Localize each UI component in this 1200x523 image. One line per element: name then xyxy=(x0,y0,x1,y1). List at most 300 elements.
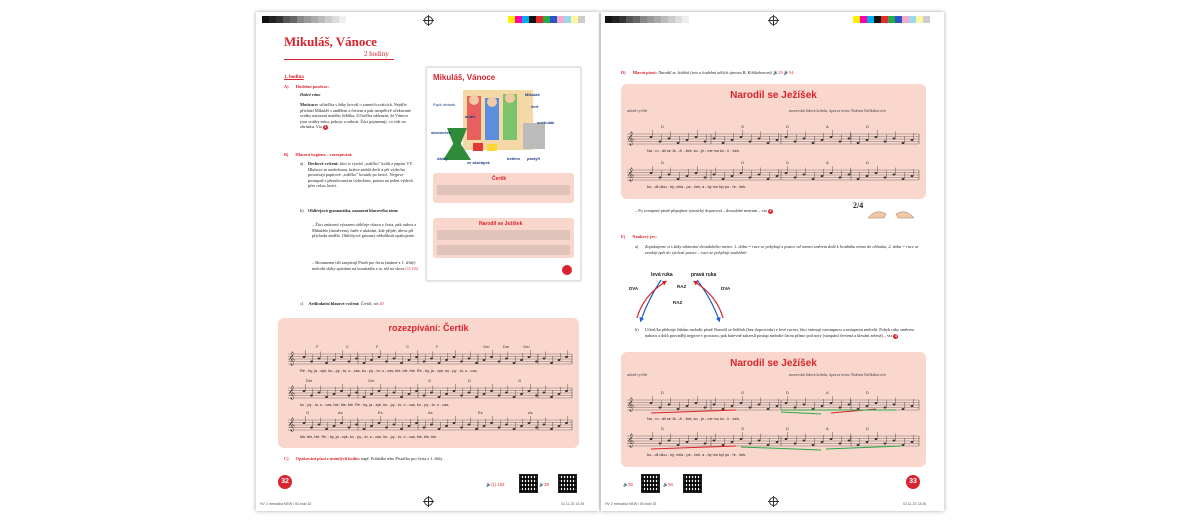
note-head xyxy=(848,138,851,140)
svg-text:sněhulák: sněhulák xyxy=(537,120,555,125)
item-ea-marker: a) xyxy=(635,244,639,249)
note-head xyxy=(438,362,441,364)
song-credit: moravská lidová koleda, úprava textu: Božena Kiříkaborová xyxy=(789,108,886,113)
note-head xyxy=(318,358,321,360)
note-head xyxy=(310,395,313,397)
note-head xyxy=(830,172,833,174)
melody-down-line xyxy=(781,412,821,414)
song-lyrics-2: bo - dil dlou - hý, chla - pe - ček, a - by mu byl po - ře - šek. xyxy=(647,185,747,189)
file-slug: HV 2 metodika NEW I 50.indd 32 xyxy=(260,502,312,506)
svg-text:D: D xyxy=(661,390,664,395)
svg-text:D: D xyxy=(661,426,664,431)
song-title: Narodil se Ježíšek xyxy=(730,90,817,101)
registration-mark-icon xyxy=(769,497,778,506)
svg-text:F: F xyxy=(436,344,439,349)
note-head xyxy=(839,407,842,409)
note-head xyxy=(333,359,336,361)
note-head xyxy=(490,356,493,358)
note-head xyxy=(875,438,878,440)
note-head xyxy=(415,390,418,392)
svg-text:D: D xyxy=(866,426,869,431)
face-gymnastics-item-1: – Žáci znázorní výrazem obličeje obavu z čerta, pak radost z Mikuláše (úsměvem), hněv z ukázání, kde příjde, úlevu při příchodu anděla. Obličejové grimasy několikrát opakujeme. xyxy=(312,222,417,239)
note-head xyxy=(848,440,851,442)
file-slug: HV 2 metodika NEW I 50.indd 33 xyxy=(605,502,657,506)
svg-text:𝄞: 𝄞 xyxy=(627,131,635,145)
svg-text:As: As xyxy=(338,410,343,415)
svg-text:Es: Es xyxy=(378,410,383,415)
item-bc: c) Artikulační hlasové cvičení: Čertík, viz 20 xyxy=(300,301,384,306)
note-head xyxy=(460,361,463,363)
note-head xyxy=(378,356,381,358)
beat-two-right: DVA xyxy=(721,286,731,291)
note-head xyxy=(839,141,842,143)
note-head xyxy=(839,443,842,445)
svg-text:D: D xyxy=(468,378,471,383)
page-title: Mikuláš, Vánoce xyxy=(284,34,377,49)
face-gymnastics-label: Obličejová gymnastika, nasazení hlavového tónu: xyxy=(308,208,399,213)
svg-text:As: As xyxy=(428,410,433,415)
rhythm-note: – Po zvoupení písně připojíme rytmický doprovod – dvoudobé metrum – viz 2 xyxy=(635,208,772,213)
qr-code-icon[interactable] xyxy=(558,474,577,493)
note-head xyxy=(884,141,887,143)
note-head xyxy=(740,402,743,404)
note-head xyxy=(731,139,734,141)
page-number-badge: 33 xyxy=(906,475,920,489)
note-head xyxy=(453,422,456,424)
note-head xyxy=(340,390,343,392)
note-head xyxy=(370,393,373,395)
note-head xyxy=(445,425,448,427)
note-head xyxy=(385,361,388,363)
song-lyrics-1: Na - ro - dil se Je - ží - šek, ko - je - me mu ko - lí - bek, xyxy=(647,149,740,153)
note-head xyxy=(475,396,478,398)
note-head xyxy=(415,422,418,424)
note-head xyxy=(408,393,411,395)
note-head xyxy=(875,172,878,174)
note-head xyxy=(767,444,770,446)
page-subtitle: 2 hodiny xyxy=(364,50,389,58)
lyrics-row-2: ko - py - to, o - cas, ble, ble, ble. Re - by, ja - zyk, ko - py - to, o - cas, ko - py - to, o - cas, xyxy=(300,403,450,407)
note-head xyxy=(893,404,896,406)
note-head xyxy=(740,136,743,138)
melody-description: Učitel/ka přehraje žákům melodii písně Narodil se Ježíšek (bez doprovodu) v levé rucezi, žáci vnímají vzestupnou a sestupnou melodii. Pohyb ruky směrem nahoru a dolů provádějí nejprve v prostoru, pak barevně zakreslí postup melodie čarou přímo pod noty (stoupání červená a klesání zelená) – viz 3 xyxy=(645,327,914,338)
note-head xyxy=(363,396,366,398)
note-head xyxy=(550,428,553,430)
note-head xyxy=(758,138,761,140)
song-tempo: mírně rychle xyxy=(627,108,648,113)
svg-text:Dm: Dm xyxy=(503,344,510,349)
note-head xyxy=(857,444,860,446)
svg-text:A: A xyxy=(826,426,829,431)
note-head xyxy=(902,408,905,410)
note-head xyxy=(333,393,336,395)
warmup-score-title: rozezpívání: Čertík xyxy=(388,323,469,333)
note-head xyxy=(505,424,508,426)
item-bb-marker: b) xyxy=(300,208,304,213)
svg-text:𝄞: 𝄞 xyxy=(627,433,635,447)
note-head xyxy=(453,390,456,392)
note-head xyxy=(866,139,869,141)
note-head xyxy=(400,396,403,398)
svg-text:Gm: Gm xyxy=(523,344,530,349)
song-staff xyxy=(621,84,926,199)
note-head xyxy=(776,175,779,177)
qr-code-icon[interactable] xyxy=(683,474,702,493)
hour-heading: 1. hodina xyxy=(284,75,304,80)
note-head xyxy=(490,390,493,392)
svg-text:Gm: Gm xyxy=(368,378,375,383)
note-head xyxy=(713,138,716,140)
svg-text:Čertík: Čertík xyxy=(492,176,507,182)
note-head xyxy=(520,393,523,395)
section-e: E) Naukový jev: xyxy=(621,234,657,239)
svg-text:D: D xyxy=(866,390,869,395)
note-head xyxy=(393,392,396,394)
note-head xyxy=(911,405,914,407)
note-head xyxy=(794,177,797,179)
note-head xyxy=(902,142,905,144)
note-head xyxy=(408,425,411,427)
figure-ref-badge: 1 xyxy=(324,125,327,130)
note-head xyxy=(749,177,752,179)
note-head xyxy=(794,407,797,409)
note-head xyxy=(794,443,797,445)
note-head xyxy=(659,443,662,445)
note-head xyxy=(363,428,366,430)
note-head xyxy=(866,175,869,177)
svg-text:stromeček: stromeček xyxy=(431,130,452,135)
warmup-staff xyxy=(278,318,579,448)
svg-text:Narodil se Ježíšek: Narodil se Ježíšek xyxy=(479,221,523,227)
note-head xyxy=(348,361,351,363)
svg-text:C: C xyxy=(406,344,409,349)
note-head xyxy=(695,136,698,138)
note-head xyxy=(893,174,896,176)
note-head xyxy=(528,356,531,358)
lyrics-row-3: ble, ble, ble. Re - by, ja - zyk, ko - py - to, o - cas, ko - py - to, o - cas, ble, ble, ble. xyxy=(300,435,438,439)
note-head xyxy=(731,175,734,177)
note-head xyxy=(668,404,671,406)
note-head xyxy=(821,441,824,443)
note-head xyxy=(848,174,851,176)
note-head xyxy=(513,428,516,430)
note-head xyxy=(430,392,433,394)
file-date: 02.11.23 13:26 xyxy=(903,502,927,506)
note-head xyxy=(677,142,680,144)
note-head xyxy=(713,440,716,442)
note-head xyxy=(550,362,553,364)
note-head xyxy=(677,444,680,446)
page-number-badge: 32 xyxy=(278,475,292,489)
color-bar xyxy=(853,16,930,23)
thumbnail-illustration xyxy=(427,68,580,280)
section-d: D) Hlavní píseň: Narodil se Ježíšek (text a hudební něčích úpravu B. Kiříkaborová) 🔊29 🔊94 xyxy=(621,70,794,75)
note-head xyxy=(884,443,887,445)
note-head xyxy=(490,422,493,424)
note-head xyxy=(438,396,441,398)
note-head xyxy=(650,402,653,404)
section-b: B) Hlasová hygiena – rozezpívání: xyxy=(284,152,353,157)
note-head xyxy=(543,424,546,426)
note-head xyxy=(902,178,905,180)
note-head xyxy=(370,359,373,361)
note-head xyxy=(528,422,531,424)
note-head xyxy=(423,361,426,363)
note-head xyxy=(565,390,568,392)
song-score-box xyxy=(621,84,926,199)
note-head xyxy=(668,138,671,140)
note-head xyxy=(543,392,546,394)
note-head xyxy=(767,178,770,180)
note-head xyxy=(565,422,568,424)
note-head xyxy=(776,405,779,407)
song2-lyrics-1: Na - ro - dil se Je - ží - šek, ko - je - me mu ko - lí - bek, xyxy=(647,417,740,421)
note-head xyxy=(875,402,878,404)
note-head xyxy=(468,392,471,394)
note-head xyxy=(430,424,433,426)
note-head xyxy=(505,358,508,360)
note-head xyxy=(686,139,689,141)
audio-track-1: 🔊(1) 102 xyxy=(486,482,505,487)
svg-text:Es: Es xyxy=(478,410,483,415)
note-head xyxy=(704,177,707,179)
svg-text:dárky: dárky xyxy=(437,156,448,161)
note-head xyxy=(543,358,546,360)
note-head xyxy=(558,425,561,427)
svg-text:G: G xyxy=(741,426,745,431)
note-head xyxy=(686,441,689,443)
section-a: A) Hudební pozdrav: xyxy=(284,84,330,89)
note-head xyxy=(565,356,568,358)
note-head xyxy=(758,404,761,406)
svg-text:𝄞: 𝄞 xyxy=(627,167,635,181)
note-head xyxy=(415,356,418,358)
qr-code-icon[interactable] xyxy=(641,474,660,493)
note-head xyxy=(483,393,486,395)
note-head xyxy=(731,441,734,443)
grayscale-bar xyxy=(262,16,346,23)
note-head xyxy=(884,177,887,179)
svg-text:D: D xyxy=(786,390,789,395)
note-head xyxy=(812,142,815,144)
beat-two-left: DVA xyxy=(629,286,639,291)
note-head xyxy=(438,428,441,430)
note-head xyxy=(668,440,671,442)
note-head xyxy=(911,139,914,141)
svg-text:A: A xyxy=(826,124,829,129)
svg-text:As: As xyxy=(528,410,533,415)
note-head xyxy=(830,136,833,138)
note-head xyxy=(505,392,508,394)
note-head xyxy=(803,440,806,442)
note-head xyxy=(318,424,321,426)
greeting: Dobré ráno xyxy=(300,92,321,97)
registration-mark-icon xyxy=(424,16,433,25)
svg-text:D: D xyxy=(786,124,789,129)
melody-down-line xyxy=(826,446,901,449)
lyrics-row-1: Re - by, ja - zyk, ko - py - to, o - cas, ko - py - to, o - cas, ble, ble, ble. Re - by, ja - zyk, ko - py - to, o - cas, xyxy=(300,369,478,373)
note-head xyxy=(722,408,725,410)
svg-text:G: G xyxy=(428,378,432,383)
note-head xyxy=(911,175,914,177)
note-head xyxy=(535,395,538,397)
note-head xyxy=(875,136,878,138)
note-head xyxy=(911,441,914,443)
note-head xyxy=(550,396,553,398)
note-head xyxy=(483,359,486,361)
time-signature: 2/4 xyxy=(853,201,864,210)
note-head xyxy=(340,356,343,358)
note-head xyxy=(650,438,653,440)
svg-text:G: G xyxy=(741,160,745,165)
note-head xyxy=(749,443,752,445)
svg-text:C: C xyxy=(346,344,349,349)
note-head xyxy=(303,390,306,392)
note-head xyxy=(821,175,824,177)
note-head xyxy=(704,141,707,143)
note-head xyxy=(355,392,358,394)
note-head xyxy=(767,142,770,144)
conducting-diagram xyxy=(619,268,739,324)
svg-text:𝄞: 𝄞 xyxy=(288,385,296,399)
note-head xyxy=(902,444,905,446)
svg-text:A: A xyxy=(826,160,829,165)
note-head xyxy=(830,438,833,440)
thumbnail-title: Mikuláš, Vánoce xyxy=(433,73,496,82)
note-head xyxy=(535,361,538,363)
svg-text:Mikuláš: Mikuláš xyxy=(525,92,540,97)
note-head xyxy=(650,172,653,174)
note-head xyxy=(355,358,358,360)
note-head xyxy=(785,136,788,138)
beat-one-lower: RAZ xyxy=(673,300,683,305)
note-head xyxy=(731,405,734,407)
note-head xyxy=(695,438,698,440)
note-head xyxy=(325,396,328,398)
svg-text:𝄞: 𝄞 xyxy=(627,397,635,411)
section-c: C) Opakování písní z minulých hodin: např. Pohádka tebo Písnička pro čerta z 1. třídy xyxy=(284,456,443,461)
note-head xyxy=(785,438,788,440)
note-head xyxy=(758,440,761,442)
note-head xyxy=(363,362,366,364)
beat-one-upper: RAZ xyxy=(677,284,687,289)
note-head xyxy=(423,427,426,429)
svg-text:G: G xyxy=(741,390,745,395)
note-head xyxy=(445,359,448,361)
note-head xyxy=(445,393,448,395)
grayscale-bar xyxy=(605,16,689,23)
note-head xyxy=(839,177,842,179)
note-head xyxy=(520,425,523,427)
note-head xyxy=(722,178,725,180)
breathing-exercise: Dechové cvičení: žáci si vyrobí „srdíčko" kvůli z papíru VV. Hluboce se nadechnou, krátce zadrží dech a při výdechu posouvají papírové „srdíčko" kousek po lavici. Nejprve postupně s přerušovaným výdechem, potom na jeden výdech přes celou lavici. xyxy=(308,161,413,189)
svg-text:G: G xyxy=(741,124,745,129)
note-head xyxy=(686,405,689,407)
note-head xyxy=(378,422,381,424)
svg-text:𝄞: 𝄞 xyxy=(288,351,296,365)
note-head xyxy=(498,361,501,363)
note-head xyxy=(460,427,463,429)
svg-text:F: F xyxy=(376,344,379,349)
note-head xyxy=(348,395,351,397)
melody-up-line xyxy=(651,446,736,449)
note-head xyxy=(893,138,896,140)
note-head xyxy=(686,175,689,177)
note-head xyxy=(475,428,478,430)
note-head xyxy=(385,395,388,397)
note-head xyxy=(785,172,788,174)
svg-text:Gm: Gm xyxy=(483,344,490,349)
conducting-description: Zopakujeme si s žáky taktování dvoudobého metra: 1. doba = ruce se pohybují z pozice od ramen směrem dolů k hrudníku mimo do oblouku, 2. doba = ruce se zvedají zpět do výchozí pozice – ruce se pohybují souběžně: xyxy=(645,244,919,255)
color-bar xyxy=(508,16,585,23)
note-head xyxy=(460,395,463,397)
note-head xyxy=(659,407,662,409)
note-head xyxy=(325,362,328,364)
melody-up-line xyxy=(651,410,736,413)
note-head xyxy=(821,405,824,407)
note-head xyxy=(758,174,761,176)
note-head xyxy=(370,425,373,427)
note-head xyxy=(325,428,328,430)
svg-text:čert: čert xyxy=(531,104,539,109)
note-head xyxy=(677,408,680,410)
item-eb-marker: b) xyxy=(635,327,639,332)
svg-text:betlém: betlém xyxy=(507,156,520,161)
song-staff-2 xyxy=(621,352,926,467)
qr-code-icon[interactable] xyxy=(519,474,538,493)
svg-text:pastýři: pastýři xyxy=(527,156,541,161)
note-head xyxy=(695,402,698,404)
audio-track-2: 🔊94 xyxy=(663,482,673,487)
file-date: 02.11.23 13:26 xyxy=(561,502,585,506)
audio-ref: (1) 102 xyxy=(405,265,418,271)
note-head xyxy=(303,422,306,424)
note-head xyxy=(722,444,725,446)
note-head xyxy=(884,407,887,409)
note-head xyxy=(355,424,358,426)
note-head xyxy=(794,141,797,143)
note-head xyxy=(400,362,403,364)
note-head xyxy=(393,358,396,360)
song-tempo-2: mírně rychle xyxy=(627,372,648,377)
note-head xyxy=(513,396,516,398)
note-head xyxy=(695,172,698,174)
note-head xyxy=(498,427,501,429)
note-head xyxy=(812,178,815,180)
note-head xyxy=(318,392,321,394)
note-head xyxy=(535,427,538,429)
note-head xyxy=(713,174,716,176)
note-head xyxy=(740,438,743,440)
svg-text:A: A xyxy=(826,390,829,395)
note-head xyxy=(830,402,833,404)
left-page xyxy=(256,12,599,511)
note-head xyxy=(528,390,531,392)
song-title-2: Narodil se Ježíšek xyxy=(730,358,817,369)
note-head xyxy=(650,136,653,138)
svg-text:D: D xyxy=(786,160,789,165)
svg-text:D: D xyxy=(786,426,789,431)
note-head xyxy=(866,441,869,443)
note-head xyxy=(803,138,806,140)
note-head xyxy=(408,359,411,361)
note-head xyxy=(453,356,456,358)
note-head xyxy=(722,142,725,144)
svg-text:Popiš obrázek.: Popiš obrázek. xyxy=(433,103,457,107)
workbook-page-thumbnail xyxy=(426,67,581,281)
note-head xyxy=(310,427,313,429)
note-head xyxy=(749,141,752,143)
